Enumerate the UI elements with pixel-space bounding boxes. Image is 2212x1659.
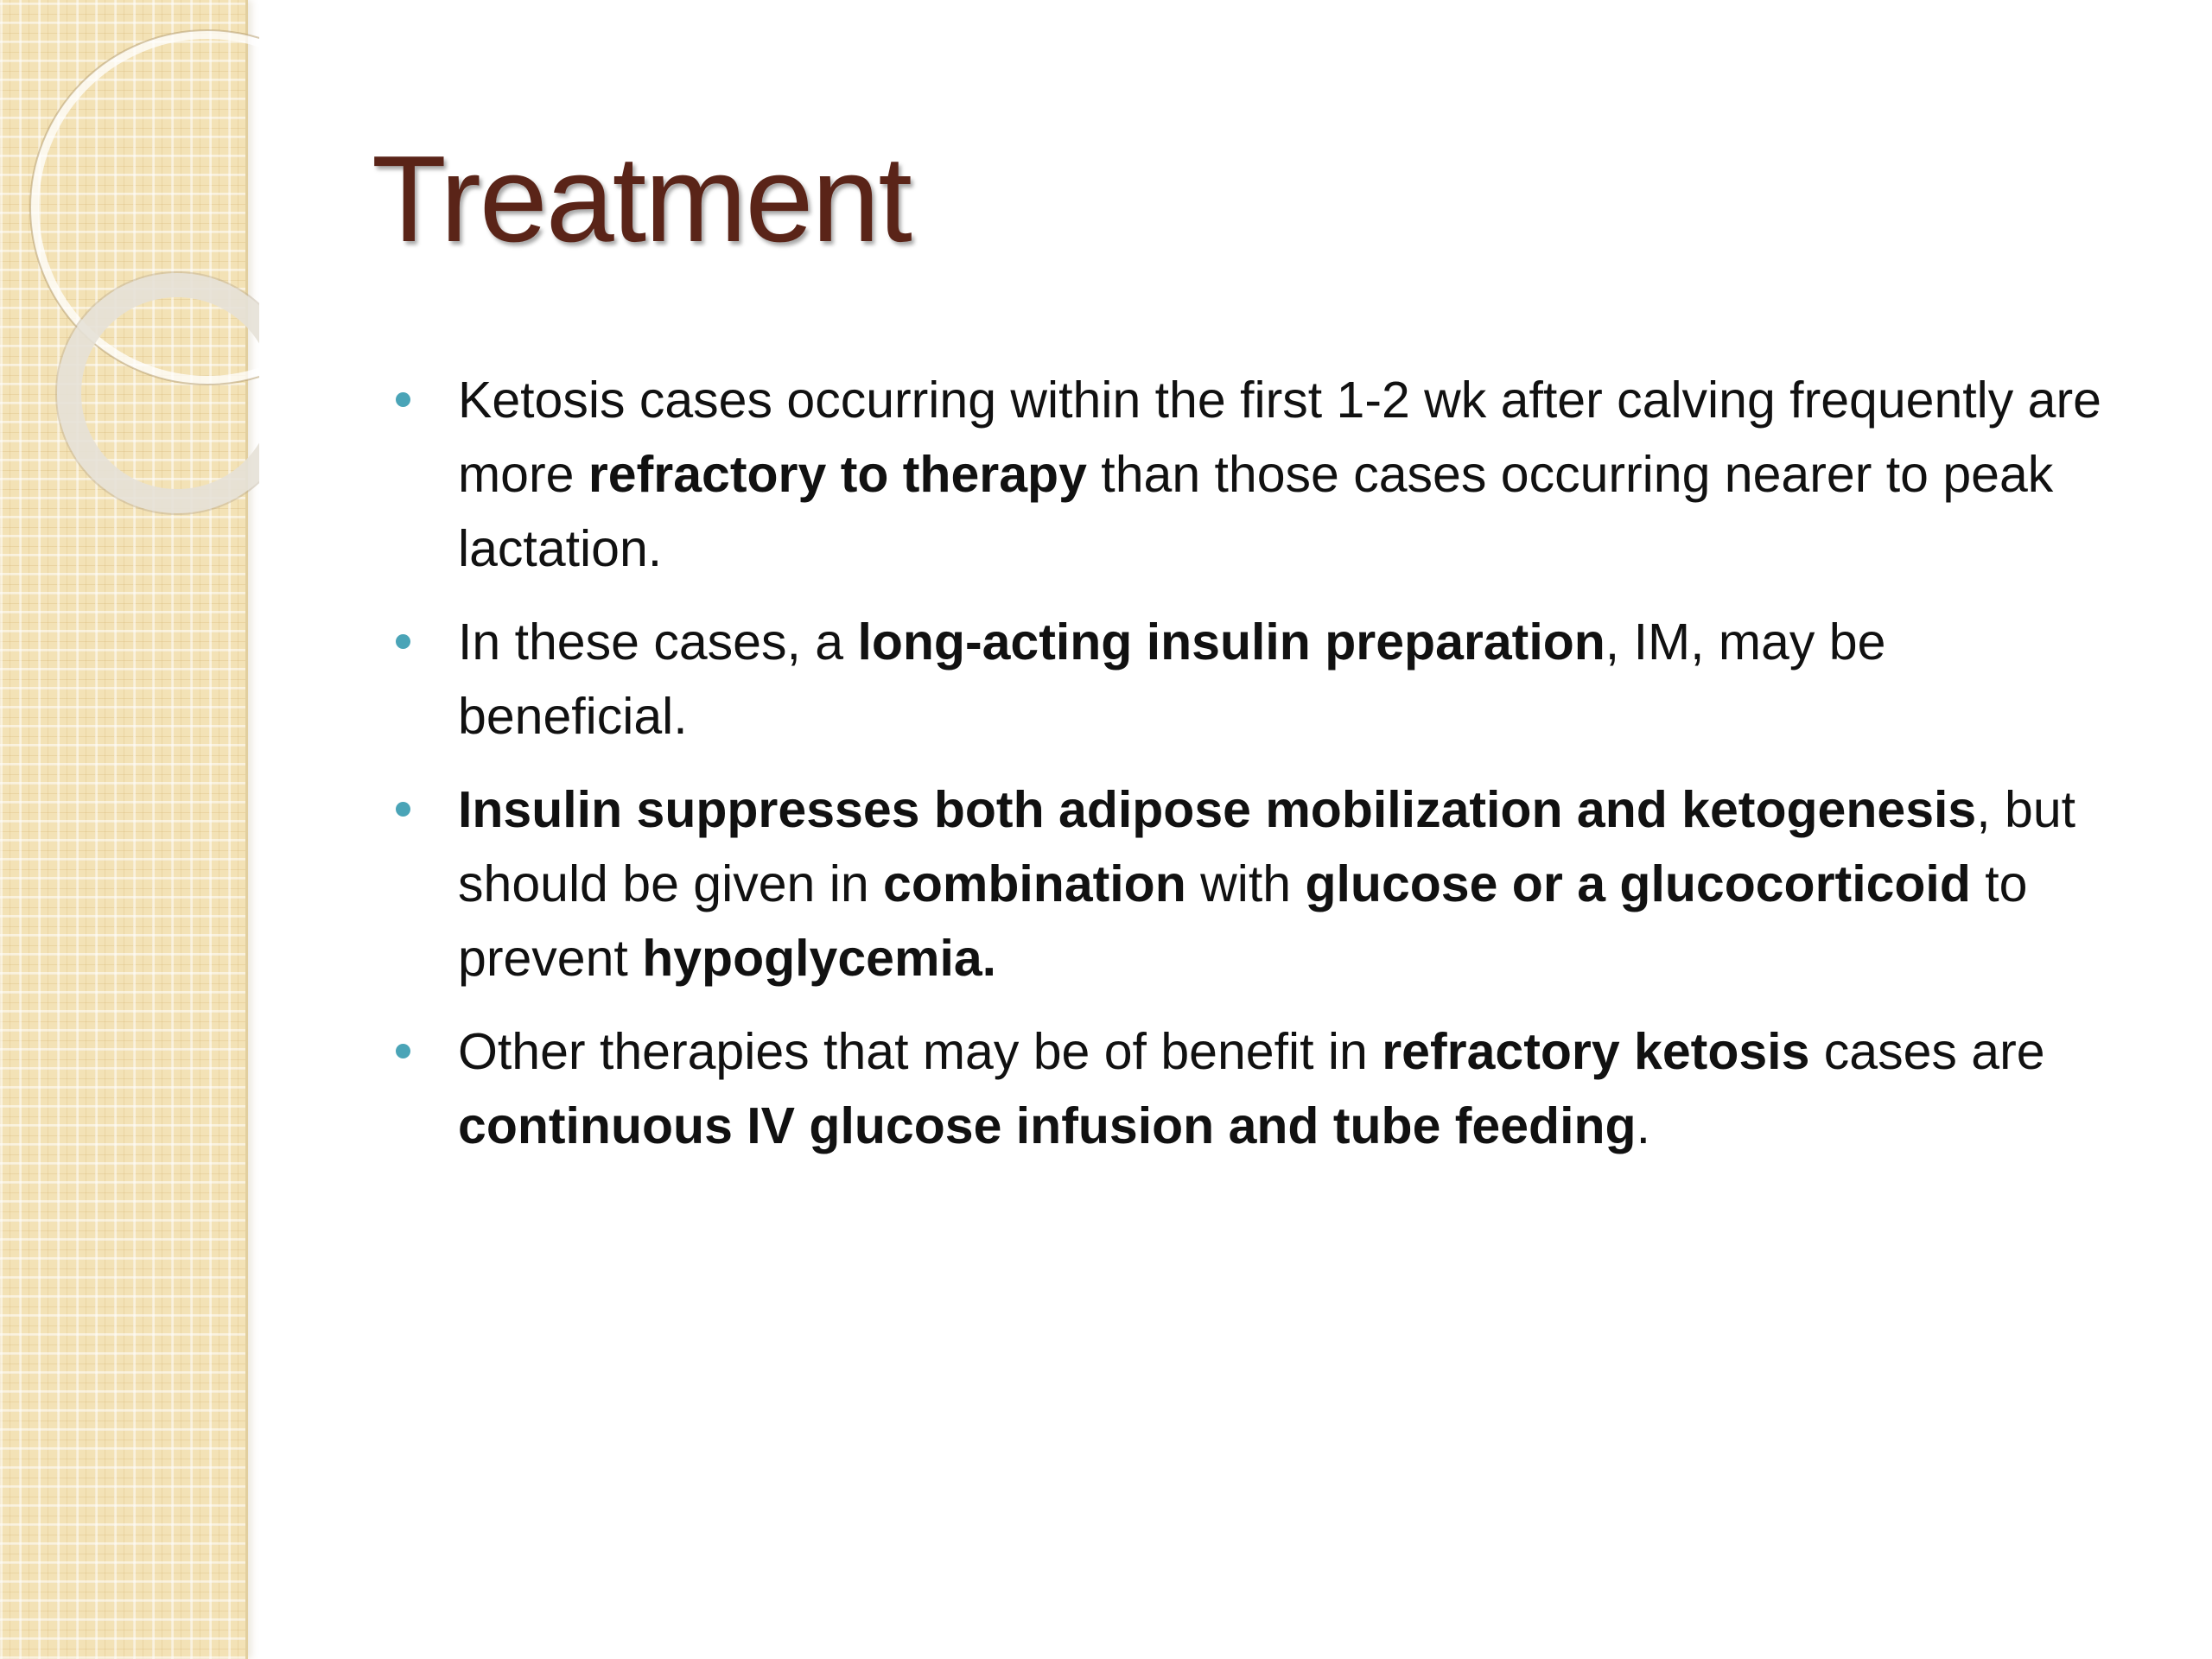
bullet-dot-icon	[396, 634, 410, 649]
bullet-text: Other therapies that may be of benefit in	[458, 1023, 1382, 1080]
bullet-text: to prevent	[458, 855, 2028, 987]
bullet-list	[389, 363, 2126, 1182]
slide-title: Treatment	[372, 130, 911, 268]
bullet-text-bold: refractory to therapy	[588, 446, 1087, 503]
bullet-dot-icon	[396, 1044, 410, 1058]
bullet-dot-icon	[396, 802, 410, 817]
bullet-text-bold: continuous IV glucose infusion and tube feeding	[458, 1097, 1637, 1154]
bullet-item	[389, 1014, 2126, 1163]
bullet-text: Ketosis cases occurring within the first 1-2 wk after calving frequently are more	[458, 372, 2101, 503]
large-ring-outline	[30, 30, 259, 385]
bullet-text-bold: hypoglycemia.	[642, 930, 997, 987]
bullet-text-bold: combination	[883, 855, 1186, 912]
bullet-text: cases are	[1809, 1023, 2045, 1080]
bullet-item	[389, 363, 2126, 586]
decorative-rings	[0, 0, 259, 553]
bullet-text: than those cases occurring nearer to peak lactation.	[458, 446, 2054, 577]
bullet-dot-icon	[396, 392, 410, 407]
bullet-text: In these cases, a	[458, 613, 858, 671]
bullet-text-bold: refractory ketosis	[1382, 1023, 1810, 1080]
bullet-text: .	[1636, 1097, 1650, 1154]
bullet-text-bold: Insulin suppresses both adipose mobilization and ketogenesis	[458, 781, 1977, 838]
bullet-text-bold: glucose or a glucocorticoid	[1305, 855, 1971, 912]
large-ring	[35, 35, 259, 380]
bullet-text: , IM, may be beneficial.	[458, 613, 1886, 745]
bullet-text: , but should be given in	[458, 781, 2076, 912]
bullet-text-bold: long-acting insulin preparation	[857, 613, 1605, 671]
bullet-item	[389, 605, 2126, 753]
bullet-text: with	[1185, 855, 1306, 912]
bullet-item	[389, 772, 2126, 995]
small-ring	[69, 285, 259, 501]
